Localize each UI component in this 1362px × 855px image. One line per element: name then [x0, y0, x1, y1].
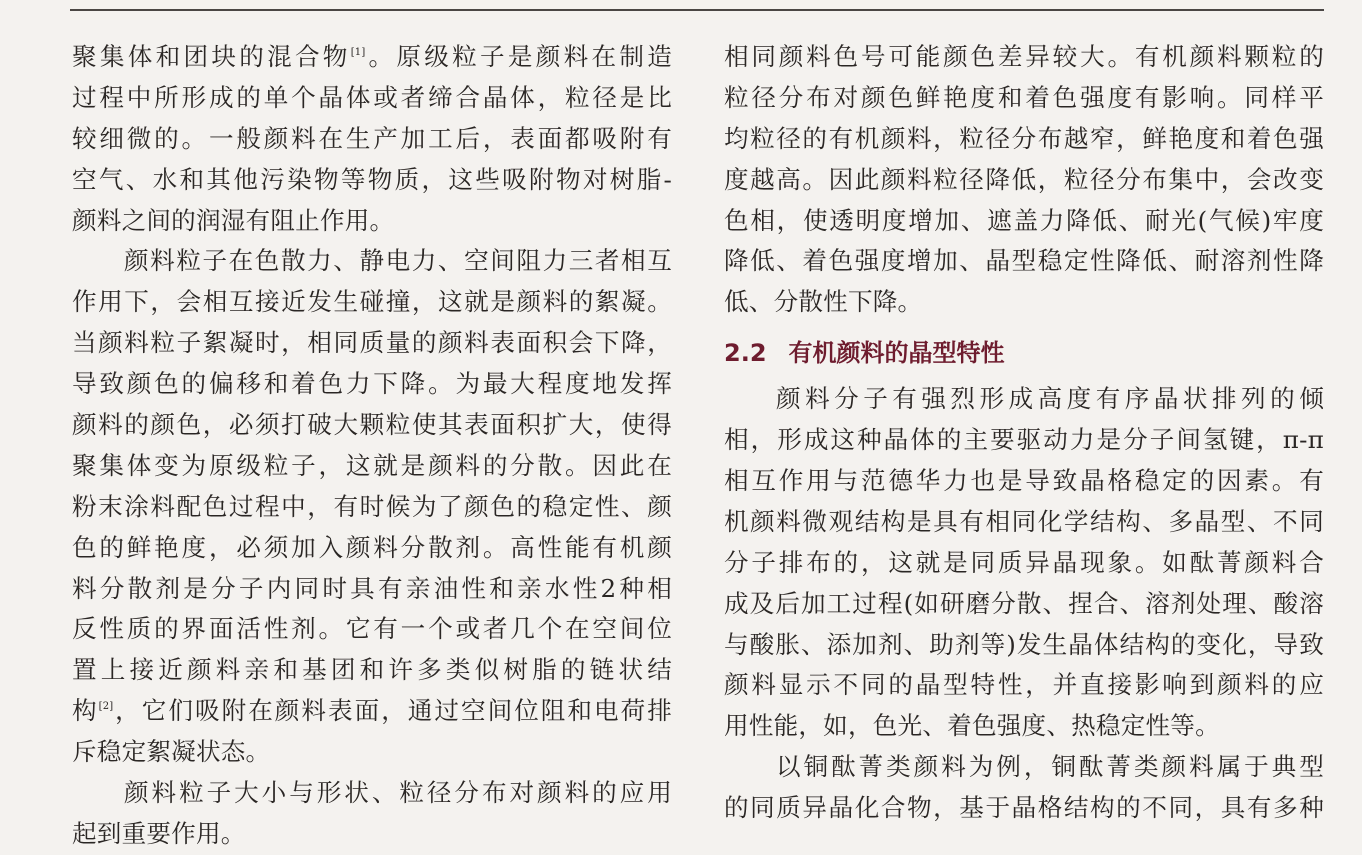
citation-ref[interactable]: [1] — [350, 47, 366, 58]
left-column — [72, 37, 672, 855]
text-line — [72, 37, 672, 78]
text-line — [72, 446, 672, 487]
line-text: 降低、着色强度增加、晶型稳定性降低、耐溶剂性降 — [724, 246, 1324, 276]
text-line — [72, 691, 672, 732]
text-line — [72, 78, 672, 119]
line-text: 与酸胀、添加剂、助剂等)发生晶体结构的变化，导致 — [724, 629, 1324, 659]
right-column-top-text — [724, 37, 1324, 323]
line-text: 构 — [72, 696, 99, 726]
section-number: 2.2 — [724, 339, 767, 368]
line-text: 色的鲜艳度，必须加入颜料分散剂。高性能有机颜 — [72, 532, 672, 562]
text-line — [724, 282, 1324, 323]
text-line — [724, 160, 1324, 201]
line-text: 机颜料微观结构是具有相同化学结构、多晶型、不同 — [724, 506, 1324, 536]
line-text: 均粒径的有机颜料，粒径分布越窄，鲜艳度和着色强 — [724, 123, 1324, 153]
line-text: 颜料的颜色，必须打破大颗粒使其表面积扩大，使得 — [72, 410, 672, 440]
text-line — [724, 461, 1324, 502]
line-text: 料分散剂是分子内同时具有亲油性和亲水性2种相 — [72, 573, 672, 603]
text-line — [724, 502, 1324, 543]
text-line — [724, 119, 1324, 160]
line-text: 置上接近颜料亲和基团和许多类似树脂的链状结 — [72, 655, 672, 685]
line-text: 颜料分子有强烈形成高度有序晶状排列的倾 — [776, 384, 1324, 414]
text-line — [724, 379, 1324, 420]
text-line — [724, 625, 1324, 666]
text-line — [72, 528, 672, 569]
text-line — [72, 323, 672, 364]
line-text: 较细微的。一般颜料在生产加工后，表面都吸附有 — [72, 123, 672, 153]
line-text: 成及后加工过程(如研磨分散、捏合、溶剂处理、酸溶 — [724, 588, 1324, 618]
line-text: 聚集体和团块的混合物 — [72, 42, 351, 71]
text-line — [72, 650, 672, 691]
line-text: 用性能，如，色光、着色强度、热稳定性等。 — [724, 711, 1220, 741]
text-line — [72, 732, 672, 773]
text-line — [724, 37, 1324, 78]
text-line — [724, 706, 1324, 747]
text-line — [724, 201, 1324, 242]
line-text: 相互作用与范德华力也是导致晶格稳定的因素。有 — [724, 466, 1324, 496]
text-line — [72, 773, 672, 814]
line-text: 颜料之间的润湿有阻止作用。 — [72, 205, 395, 235]
line-text: 的同质异晶化合物，基于晶格结构的不同，具有多种 — [724, 793, 1324, 823]
line-text: 斥稳定絮凝状态。 — [72, 737, 271, 767]
line-text-continued: ，它们吸附在颜料表面，通过空间位阻和电荷排 — [113, 696, 672, 726]
line-text: 颜料粒子在色散力、静电力、空间阻力三者相互 — [124, 246, 672, 276]
text-line — [72, 569, 672, 610]
text-line — [72, 201, 672, 242]
text-line — [72, 487, 672, 528]
line-text: 作用下，会相互接近发生碰撞，这就是颜料的絮凝。 — [72, 287, 672, 317]
text-line — [724, 584, 1324, 625]
line-text-continued: 。原级粒子是颜料在制造 — [365, 42, 672, 71]
text-line — [72, 241, 672, 282]
citation-ref[interactable]: [2] — [98, 701, 114, 713]
text-line — [724, 747, 1324, 788]
text-line — [72, 814, 672, 855]
line-text: 以铜酞菁类颜料为例，铜酞菁类颜料属于典型 — [776, 752, 1324, 782]
line-text: 起到重要作用。 — [72, 818, 246, 848]
line-text: 相，形成这种晶体的主要驱动力是分子间氢键，π-π — [724, 425, 1324, 455]
line-text: 相同颜料色号可能颜色差异较大。有机颜料颗粒的 — [724, 42, 1324, 71]
text-line — [72, 364, 672, 405]
line-text: 颜料显示不同的晶型特性，并直接影响到颜料的应 — [724, 670, 1324, 700]
line-text: 空气、水和其他污染物等物质，这些吸附物对树脂- — [72, 164, 672, 194]
text-line — [72, 609, 672, 650]
line-text: 低、分散性下降。 — [724, 287, 923, 317]
text-line — [72, 160, 672, 201]
header-rule — [70, 9, 1324, 11]
line-text: 当颜料粒子絮凝时，相同质量的颜料表面积会下降， — [72, 328, 672, 358]
text-line — [724, 241, 1324, 282]
text-line — [72, 282, 672, 323]
line-text: 粉末涂料配色过程中，有时候为了颜色的稳定性、颜 — [72, 491, 672, 521]
line-text: 分子排布的，这就是同质异晶现象。如酞菁颜料合 — [724, 547, 1324, 577]
section-heading — [724, 330, 1324, 379]
right-column — [724, 37, 1324, 829]
right-column-bottom-text — [724, 379, 1324, 829]
line-text: 聚集体变为原级粒子，这就是颜料的分散。因此在 — [72, 450, 672, 480]
text-line — [724, 543, 1324, 584]
text-line — [724, 420, 1324, 461]
text-line — [724, 78, 1324, 119]
line-text: 导致颜色的偏移和着色力下降。为最大程度地发挥 — [72, 369, 672, 399]
text-line — [72, 405, 672, 446]
text-line — [724, 665, 1324, 706]
line-text: 颜料粒子大小与形状、粒径分布对颜料的应用 — [124, 778, 672, 808]
line-text: 度越高。因此颜料粒径降低，粒径分布集中，会改变 — [724, 164, 1324, 194]
line-text: 过程中所形成的单个晶体或者缔合晶体，粒径是比 — [72, 82, 672, 112]
text-line — [724, 788, 1324, 829]
section-title: 有机颜料的晶型特性 — [788, 339, 1005, 368]
line-text: 色相，使透明度增加、遮盖力降低、耐光(气候)牢度 — [724, 205, 1324, 235]
line-text: 粒径分布对颜色鲜艳度和着色强度有影响。同样平 — [724, 82, 1324, 112]
line-text: 反性质的界面活性剂。它有一个或者几个在空间位 — [72, 614, 672, 644]
text-line — [72, 119, 672, 160]
